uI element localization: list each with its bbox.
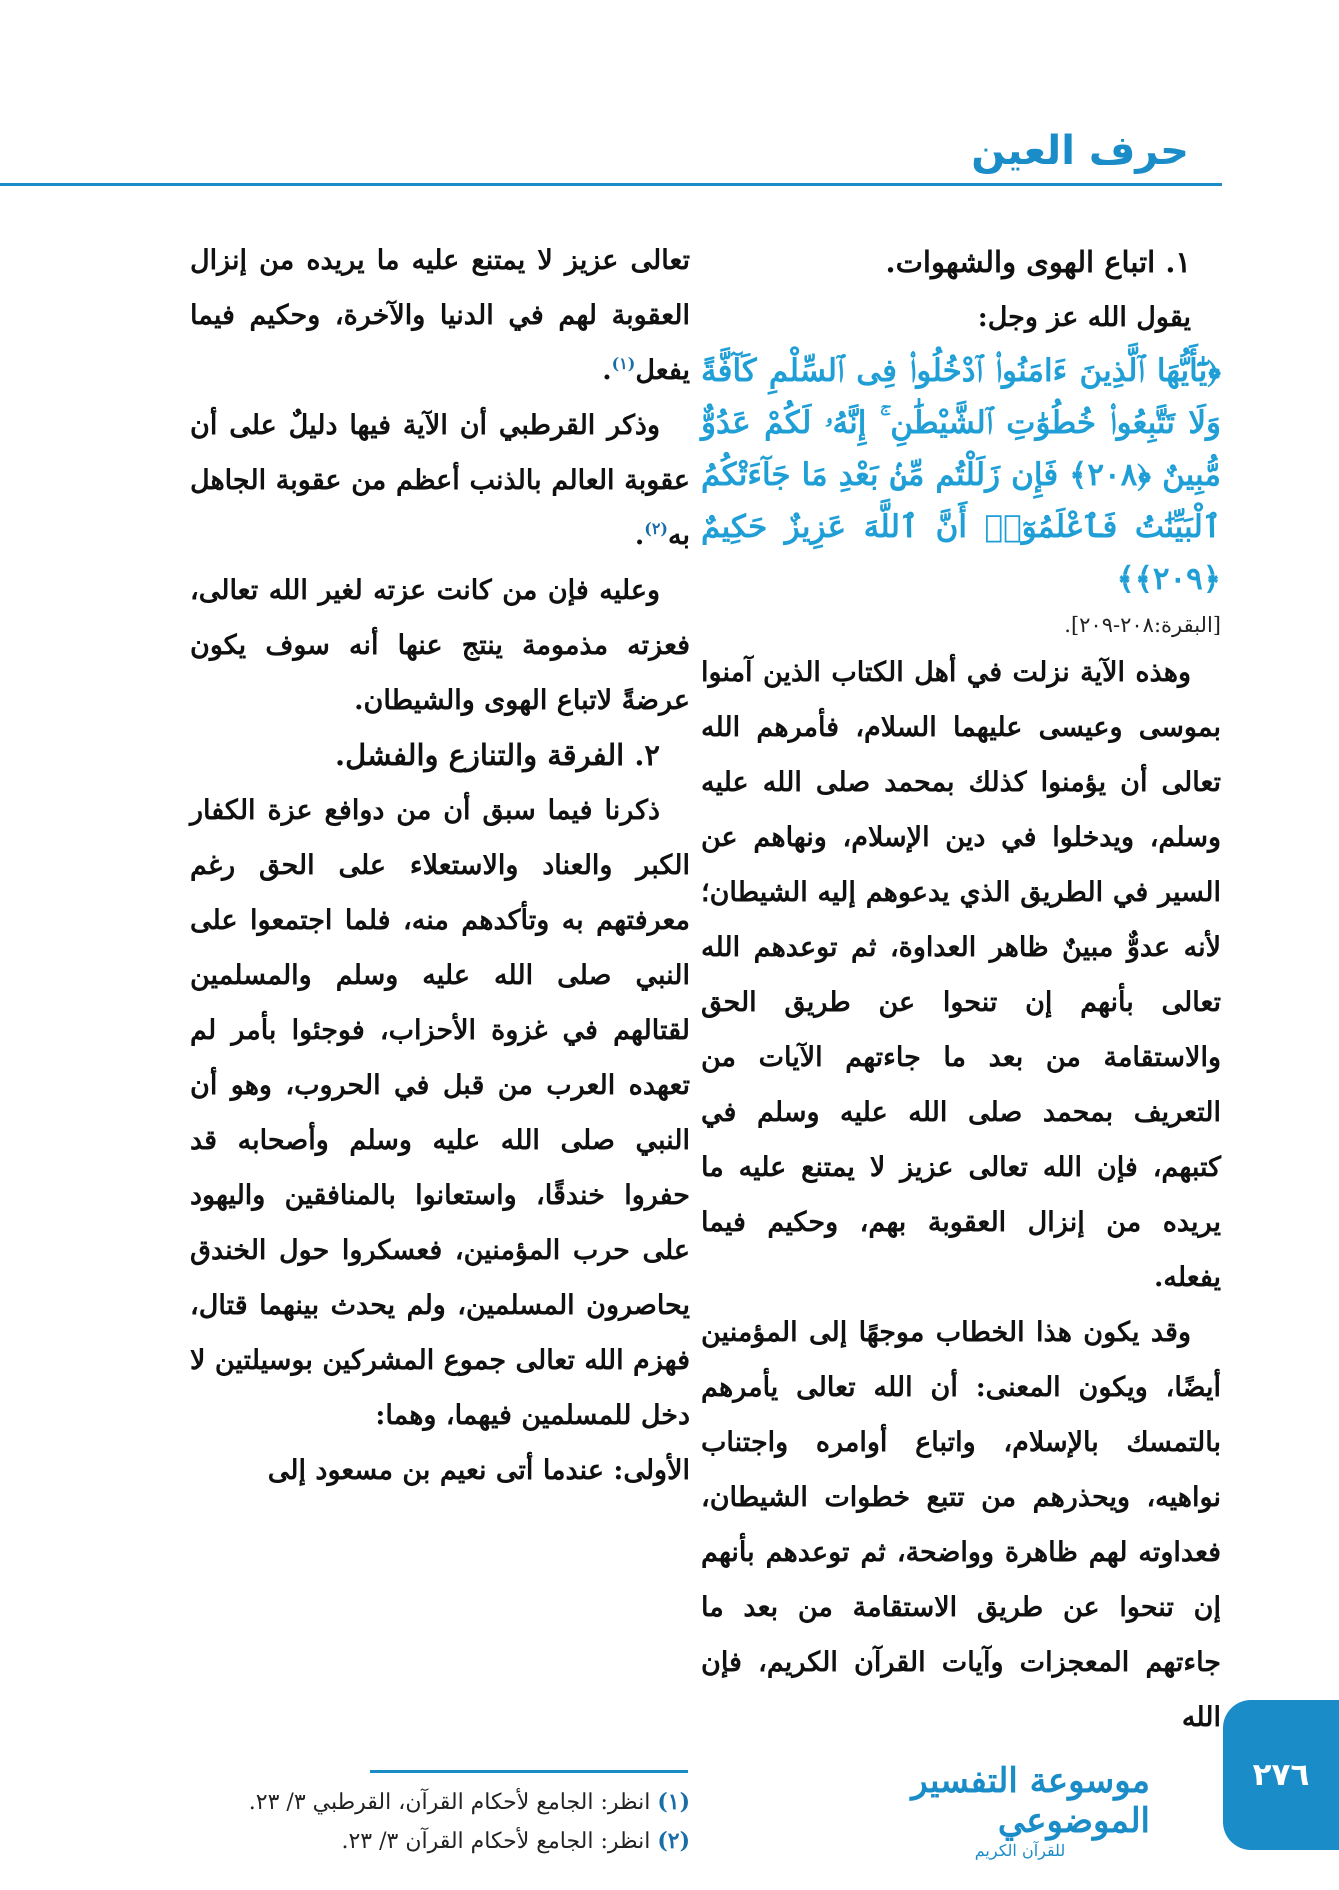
footnote-ref[interactable]: (١) xyxy=(611,354,636,373)
paragraph: وعليه فإن من كانت عزته لغير الله تعالى، فعزته مذمومة ينتج عنها أنه سوف يكون عرضةً لاتباع الهوى والشيطان. xyxy=(190,575,690,716)
paragraph: وهذه الآية نزلت في أهل الكتاب الذين آمنوا بموسى وعيسى عليهما السلام، فأمرهم الله تعالى أن يؤمنوا كذلك بمحمد صلى الله عليه وسلم، ويدخلوا في دين الإسلام، ونهاهم عن السير في الطريق الذي يدعوهم إليه الشيطان؛ لأنه عدوٌّ مبينٌ ظاهر العداوة، ثم توعدهم الله تعالى بأنهم إن تنحوا عن طريق الحق والاستقامة من بعد ما جاءتهم الآيات من التعريف بمحمد صلى الله عليه وسلم في كتبهم، فإن الله تعالى عزيز لا يمتنع عليه ما يريده من إنزال العقوبة بهم، وحكيم فيما يفعله. xyxy=(701,657,1221,1293)
encyclopedia-logo xyxy=(890,1755,1150,1865)
logo-subtitle: للقرآن الكريم xyxy=(974,1840,1066,1860)
footnote-text: انظر: الجامع لأحكام القرآن، القرطبي ٣/ ٢٣. xyxy=(248,1790,651,1815)
paragraph: تعالى عزيز لا يمتنع عليه ما يريده من إنزال العقوبة لهم في الدنيا والآخرة، وحكيم فيما يفعل$^{(١)}$. xyxy=(190,245,690,386)
left-column xyxy=(190,233,690,1498)
right-column xyxy=(701,235,1221,1745)
paragraph-text: تعالى عزيز لا يمتنع عليه ما يريده من إنزال العقوبة لهم في الدنيا والآخرة، وحكيم فيما يفعل xyxy=(190,245,690,386)
header-divider xyxy=(0,183,1222,186)
footnote-ref[interactable]: (٢) xyxy=(644,519,668,538)
footnote-text: انظر: الجامع لأحكام القرآن ٣/ ٢٣. xyxy=(341,1829,651,1854)
paragraph: وقد يكون هذا الخطاب موجهًا إلى المؤمنين أيضًا، ويكون المعنى: أن الله تعالى يأمرهم بالتمسك بالإسلام، واتباع أوامره واجتناب نواهيه، ويحذرهم من تتبع خطوات الشيطان، فعداوته لهم ظاهرة وواضحة، ثم توعدهم بأنهم إن تنحوا عن طريق الاستقامة من بعد ما جاءتهم المعجزات وآيات القرآن الكريم، فإن الله xyxy=(701,1317,1221,1733)
footnote-item xyxy=(190,1824,690,1859)
footnote-number: (٢) xyxy=(657,1828,690,1854)
verse-reference: [البقرة:٢٠٨-٢٠٩]. xyxy=(1064,613,1221,637)
footnotes xyxy=(190,1785,690,1863)
logo-title: موسوعة التفسير الموضوعي xyxy=(911,1760,1150,1841)
paragraph-text: عندما أتى نعيم بن مسعود إلى xyxy=(267,1455,604,1486)
paragraph-text: وذكر القرطبي أن الآية فيها دليلٌ على أن عقوبة العالم بالذنب أعظم من عقوبة الجاهل به xyxy=(190,410,690,551)
page-number: ٢٧٦ xyxy=(1223,1700,1339,1850)
paragraph-label: الأولى: xyxy=(613,1455,690,1486)
footnote-divider xyxy=(370,1770,688,1773)
chapter-title: حرف العين xyxy=(971,128,1189,174)
section-heading-2: ٢. الفرقة والتنازع والفشل. xyxy=(335,738,660,772)
paragraph: ذكرنا فيما سبق أن من دوافع عزة الكفار الكبر والعناد والاستعلاء على الحق رغم معرفتهم به وتأكدهم منه، فلما اجتمعوا على النبي صلى الله عليه وسلم والمسلمين لقتالهم في غزوة الأحزاب، فوجئوا بأمر لم تعهده العرب من قبل في الحروب، وهو أن النبي صلى الله عليه وسلم وأصحابه قد حفروا خندقًا، واستعانوا بالمنافقين واليهود على حرب المؤمنين، فعسكروا حول الخندق يحاصرون المسلمين، ولم يحدث بينهما قتال، فهزم الله تعالى جموع المشركين بوسيلتين لا دخل للمسلمين فيهما، وهما: xyxy=(190,795,690,1431)
paragraph xyxy=(190,1443,690,1498)
paragraph: وذكر القرطبي أن الآية فيها دليلٌ على أن عقوبة العالم بالذنب أعظم من عقوبة الجاهل به$^{(٢)}$. xyxy=(190,410,690,551)
verse-intro: يقول الله عز وجل: xyxy=(977,302,1191,333)
section-heading-1: ١. اتباع الهوى والشهوات. xyxy=(885,245,1191,279)
footnote-item xyxy=(190,1785,690,1820)
quran-verse: ﴿يَٰٓأَيُّهَا ٱلَّذِينَ ءَامَنُوا۟ ٱدْخُلُوا۟ فِى ٱلسِّلْمِ كَآفَّةً وَلَا تَتَّبِعُوا۟ خُطُوَٰتِ ٱلشَّيْطَٰنِ ۚ إِنَّهُۥ لَكُمْ عَدُوٌّ مُّبِينٌ ﴿٢٠٨﴾ فَإِن زَلَلْتُم مِّنۢ بَعْدِ مَا جَآءَتْكُمُ ٱلْبَيِّنَٰتُ فَٱعْلَمُوٓا۟ أَنَّ ٱللَّهَ عَزِيزٌ حَكِيمٌ ﴿٢٠٩﴾﴾ xyxy=(701,353,1221,597)
footnote-number: (١) xyxy=(657,1789,690,1815)
